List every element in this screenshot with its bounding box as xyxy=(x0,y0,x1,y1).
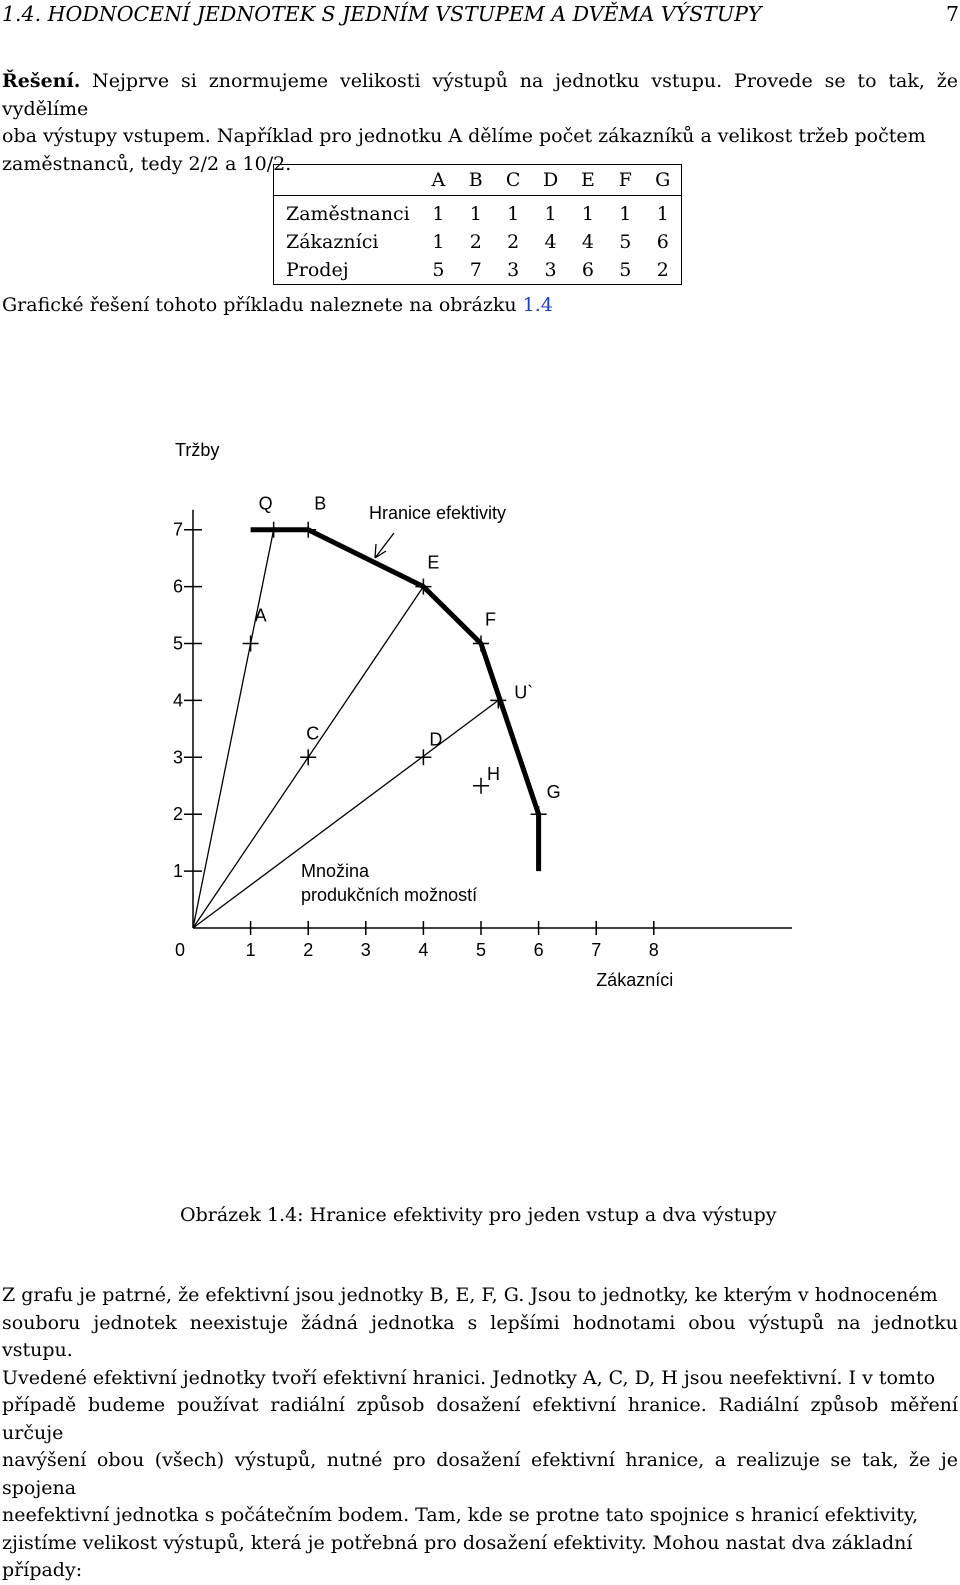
x-tick-label: 3 xyxy=(360,940,371,960)
data-table xyxy=(273,164,682,285)
production-set-label-2: produkčních možností xyxy=(301,885,478,905)
y-tick-label: 5 xyxy=(172,633,183,654)
table-col-header: C xyxy=(494,165,531,196)
table-header-row xyxy=(274,165,682,196)
body-paragraph xyxy=(2,1282,958,1585)
point-marker-b xyxy=(300,522,316,538)
table-cell: 1 xyxy=(544,203,557,225)
intro-line-3: zaměstnanců, tedy 2/2 a 10/2. xyxy=(2,152,292,175)
frontier-arrow xyxy=(375,533,394,558)
table-cell: 5 xyxy=(619,231,632,253)
table-col-header: F xyxy=(607,165,644,196)
point-marker-a xyxy=(243,636,259,652)
table-cell: 1 xyxy=(656,203,669,225)
graphic-note-text: Grafické řešení tohoto příkladu naleznete na obrázku xyxy=(2,294,523,316)
body-line: případě budeme používat radiální způsob dosažení efektivní hranice. Radiální způsob měření určuje xyxy=(2,1394,958,1444)
table-row xyxy=(274,228,682,256)
table-cell: 1 xyxy=(507,203,520,225)
production-set-label-1: Množina xyxy=(301,861,370,881)
point-label-d: D xyxy=(429,729,443,750)
frontier-annotation: Hranice efektivity xyxy=(369,503,507,523)
table-col-header: D xyxy=(532,165,569,196)
table-cell: 6 xyxy=(656,231,669,253)
table-corner xyxy=(274,165,420,196)
intro-paragraph xyxy=(2,68,958,178)
table-cell: 5 xyxy=(619,259,632,281)
table-cell: 3 xyxy=(507,259,520,281)
row-label: Zákazníci xyxy=(286,231,379,253)
body-line: souboru jednotek neexistuje žádná jednotka s lepšími hodnotami obou výstupů na jednotku vstupu. xyxy=(2,1311,958,1361)
y-tick-label: 4 xyxy=(172,690,183,711)
table-cell: 7 xyxy=(469,259,482,281)
table-cell: 3 xyxy=(544,259,557,281)
y-tick-label: 1 xyxy=(172,861,183,882)
y-tick-label: 6 xyxy=(172,576,183,597)
table-col-header: G xyxy=(644,165,682,196)
table-cell: 2 xyxy=(656,259,669,281)
point-marker-q xyxy=(266,522,282,538)
x-axis-title: Zákazníci xyxy=(596,970,674,990)
point-label-e: E xyxy=(427,552,440,573)
table-cell: 1 xyxy=(469,203,482,225)
running-header: 1.4. HODNOCENÍ JEDNOTEK S JEDNÍM VSTUPEM A DVĚMA VÝSTUPY xyxy=(2,2,762,26)
table-cell: 1 xyxy=(619,203,632,225)
figure-caption: Obrázek 1.4: Hranice efektivity pro jeden vstup a dva výstupy xyxy=(180,1204,777,1226)
table-cell: 6 xyxy=(581,259,594,281)
table-col-header: E xyxy=(569,165,606,196)
body-line: případy: xyxy=(2,1559,83,1581)
table-cell: 2 xyxy=(507,231,520,253)
table-cell: 1 xyxy=(432,203,445,225)
x-tick-label: 7 xyxy=(591,940,602,960)
table-cell: 4 xyxy=(581,231,594,253)
efficiency-chart xyxy=(0,400,960,1000)
table-cell: 5 xyxy=(432,259,445,281)
intro-line-2: oba výstupy vstupem. Například pro jednotku A dělíme počet zákazníků a velikost tržeb počtem xyxy=(2,125,926,147)
x-tick-label: 2 xyxy=(303,940,314,960)
body-line: neefektivní jednotka s počátečním bodem. Tam, kde se protne tato spojnice s hranicí efektivity, xyxy=(2,1504,919,1526)
body-line: navýšení obou (všech) výstupů, nutné pro dosažení efektivní hranice, a realizuje se tak, že je spojena xyxy=(2,1449,958,1499)
point-label-h: H xyxy=(487,763,500,784)
row-label: Zaměstnanci xyxy=(286,203,410,225)
body-line: zjistíme velikost výstupů, která je potřebná pro dosažení efektivity. Mohou nastat dva základní xyxy=(2,1531,913,1554)
x-tick-label: 0 xyxy=(175,940,186,960)
table-row xyxy=(274,196,682,229)
y-axis-title: Tržby xyxy=(175,440,220,460)
chart-labels xyxy=(255,494,561,905)
point-label-u-prime: U` xyxy=(514,682,534,703)
table-col-header: B xyxy=(457,165,494,196)
table-row xyxy=(274,256,682,285)
point-marker-c xyxy=(300,749,316,765)
point-label-f: F xyxy=(485,609,496,630)
intro-line-1 xyxy=(2,68,958,123)
y-tick-label: 3 xyxy=(172,747,183,768)
x-tick-label: 5 xyxy=(475,940,487,960)
solution-label: Řešení. xyxy=(2,70,81,92)
table-cell: 1 xyxy=(581,203,594,225)
point-label-c: C xyxy=(306,723,320,744)
body-line: Z grafu je patrné, že efektivní jsou jednotky B, E, F, G. Jsou to jednotky, ke kterým v hodnoceném xyxy=(2,1284,938,1306)
point-label-a: A xyxy=(254,605,267,626)
page-number: 7 xyxy=(946,2,960,26)
point-label-b: B xyxy=(314,493,327,514)
x-tick-label: 8 xyxy=(648,940,659,960)
y-tick-label: 7 xyxy=(172,519,183,540)
graphic-note xyxy=(2,292,958,320)
table-cell: 1 xyxy=(432,231,445,253)
figure-ref-link[interactable]: 1.4 xyxy=(522,294,553,316)
x-tick-label: 4 xyxy=(418,940,429,960)
intro-line-1-text: Nejprve si znormujeme velikosti výstupů na jednotku vstupu. Provede se to tak, že vydělíme xyxy=(2,70,958,120)
point-label-g: G xyxy=(546,782,561,803)
x-tick-label: 6 xyxy=(533,940,544,960)
row-label: Prodej xyxy=(286,259,349,281)
table-cell: 2 xyxy=(469,231,482,253)
body-line: Uvedené efektivní jednotky tvoří efektivní hranici. Jednotky A, C, D, H jsou neefektivní. I v tomto xyxy=(2,1366,936,1389)
point-label-q: Q xyxy=(258,493,273,514)
table-col-header: A xyxy=(420,165,457,196)
table-cell: 4 xyxy=(544,231,557,253)
point-marker-g xyxy=(531,806,547,822)
x-tick-label: 1 xyxy=(245,940,256,960)
y-tick-label: 2 xyxy=(172,804,183,825)
